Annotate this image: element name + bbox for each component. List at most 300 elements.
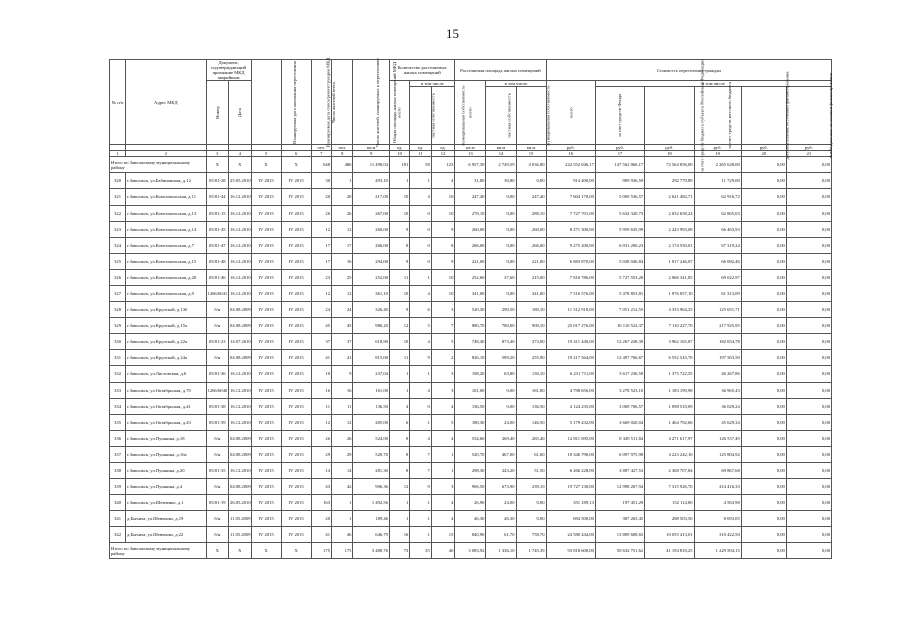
total-cell: X (229, 543, 252, 559)
unit-cell: ед. (389, 145, 409, 151)
table-cell: 0,00 (786, 414, 831, 430)
table-cell: 182 054,78 (694, 334, 741, 350)
table-cell: 41 (311, 350, 331, 366)
total-cell: 4 036,80 (516, 157, 546, 173)
table-cell: 3 278 523,10 (595, 382, 644, 398)
table-cell: 341,00 (516, 285, 546, 301)
table-cell: 11.05.2009 (229, 527, 252, 543)
total-cell: X (281, 157, 311, 173)
table-cell: 11 729,00 (694, 173, 741, 189)
table-cell: 237,04 (353, 366, 389, 382)
table-cell: 0 (410, 221, 431, 237)
table-cell: 0,00 (786, 398, 831, 414)
total-label: Итого по Заволжскому муниципальному району (110, 543, 207, 559)
table-cell: IV 2015 (281, 269, 311, 285)
header-rooms-municipal: муниципальная собственность (431, 87, 455, 145)
table-cell: 14 (311, 463, 331, 479)
table-cell: 16.12.2010 (229, 463, 252, 479)
table-cell: 126 557,49 (694, 430, 741, 446)
table-cell: 4 (410, 430, 431, 446)
table-cell: 7 (410, 463, 431, 479)
column-number-cell: 8 (332, 151, 353, 157)
header-row-1 (110, 60, 832, 81)
table-cell: IV 2015 (281, 285, 311, 301)
table-row (110, 527, 832, 543)
table-cell: 8 (389, 446, 409, 462)
table-cell: 16 110 522,37 (595, 318, 644, 334)
total-cell: X (206, 157, 229, 173)
table-cell: 873,40 (486, 334, 516, 350)
table-cell: 0,00 (741, 253, 786, 269)
table-cell: 20 (311, 511, 331, 527)
table-cell: 30,80 (486, 173, 516, 189)
table-cell: 4 798 656,00 (546, 382, 595, 398)
table-cell: 43 (311, 479, 331, 495)
table-cell: 6 883 870,00 (546, 253, 595, 269)
table-cell: 136,50 (516, 398, 546, 414)
table-cell: 25 017 276,00 (546, 318, 595, 334)
header-residents-resettled: Число жителей, планируемых к переселению (332, 60, 353, 145)
table-cell: 51,50 (516, 463, 546, 479)
table-cell: 339 (110, 479, 126, 495)
column-number-cell: 7 (311, 151, 331, 157)
table-cell: IV 2015 (281, 479, 311, 495)
table-cell: 986,20 (353, 318, 389, 334)
table-cell: 266,00 (516, 237, 546, 253)
table-cell: б/н (206, 302, 229, 318)
total-cell: 175 (311, 543, 331, 559)
table-cell: 320 (110, 173, 126, 189)
table-cell: 0,00 (786, 366, 831, 382)
table-cell: 4 (410, 334, 431, 350)
table-row (110, 430, 832, 446)
table-cell: 0,00 (741, 173, 786, 189)
table-cell: 1 (410, 173, 431, 189)
table-cell: 534,60 (455, 430, 486, 446)
table-cell: 0,00 (786, 430, 831, 446)
table-cell: 255,90 (516, 350, 546, 366)
table-cell: 826,10 (455, 350, 486, 366)
table-cell: 3 617 236,50 (595, 366, 644, 382)
table-row (110, 285, 832, 301)
table-cell: IV 2015 (281, 527, 311, 543)
table-cell: 906,36 (353, 479, 389, 495)
table-cell: 0,00 (786, 527, 831, 543)
total-cell: X (281, 543, 311, 559)
table-cell: 26 (332, 205, 353, 221)
table-cell: 322 (110, 205, 126, 221)
table-cell: 0,00 (786, 302, 831, 318)
table-cell: 69 022,97 (694, 269, 741, 285)
table-cell: 0 (410, 398, 431, 414)
table-cell: 324 (110, 237, 126, 253)
table-cell: 125 804,92 (694, 446, 741, 462)
table-cell: 524,00 (353, 430, 389, 446)
table-cell: 10 (431, 269, 455, 285)
table-row (110, 205, 832, 221)
column-number-cell: 19 (694, 151, 741, 157)
table-cell: 1266/6040 (206, 382, 229, 398)
table-cell: 161,00 (455, 382, 486, 398)
table-cell: 329 (110, 318, 126, 334)
total-cell: 0,00 (741, 543, 786, 559)
table-cell: 12 (332, 221, 353, 237)
unit-cell: кв.м (486, 145, 516, 151)
header-cost-local: за счет средств местного бюджета (694, 87, 741, 145)
table-cell: IV 2015 (251, 205, 281, 221)
table-cell: 252,60 (455, 269, 486, 285)
total-cell: 147 562 066,17 (595, 157, 644, 173)
table-cell: 3 669 020,04 (595, 414, 644, 430)
table-cell: 520,70 (455, 446, 486, 462)
table-cell: 24 (332, 302, 353, 318)
table-cell: 66 463,93 (694, 221, 741, 237)
table-cell: 61,60 (516, 446, 546, 462)
table-cell: 31,80 (455, 173, 486, 189)
table-cell: 906,50 (455, 479, 486, 495)
table-cell: 4 (431, 398, 455, 414)
table-cell: 23 (311, 269, 331, 285)
header-residents-total: Число жителей всего (311, 60, 331, 145)
table-cell: 0 (410, 237, 431, 253)
column-number-cell: 16 (546, 151, 595, 157)
total-cell: 2 265 628,00 (694, 157, 741, 173)
header-document: Документ, подтверждающий признание МКД аварийным (206, 60, 251, 81)
total-cell: 0,00 (786, 543, 831, 559)
table-cell: 0,00 (741, 495, 786, 511)
table-cell: 8 349 511,84 (595, 430, 644, 446)
table-cell: 1 (410, 511, 431, 527)
table-cell: IV 2015 (281, 398, 311, 414)
table-cell: 4 (389, 398, 409, 414)
table-cell: 467,00 (486, 446, 516, 462)
table-cell: 0,00 (486, 221, 516, 237)
table-cell: д.Бычиха, ул.Шевченко, д.19 (126, 511, 206, 527)
table-cell: 25.05.2010 (229, 173, 252, 189)
total-cell: 46 (431, 543, 455, 559)
total-cell: 0,00 (786, 157, 831, 173)
table-cell: 10 (431, 205, 455, 221)
table-cell: 900,10 (516, 318, 546, 334)
table-cell: IV 2015 (251, 446, 281, 462)
table-row (110, 446, 832, 462)
table-cell: 16.12.2010 (229, 382, 252, 398)
header-cost-incl: в том числе (595, 81, 831, 87)
table-cell: 16.12.2010 (229, 221, 252, 237)
column-number-cell: 10 (389, 151, 409, 157)
total-cell: 648 (311, 157, 331, 173)
table-cell: 0,00 (786, 318, 831, 334)
table-cell: 328 (110, 302, 126, 318)
table-cell: 8 (389, 463, 409, 479)
table-cell: г.Заволжск, ул.Комсомольская, д.11 (126, 189, 206, 205)
total-cell: X (229, 157, 252, 173)
total-row-top (110, 157, 832, 173)
table-cell: 298,30 (455, 463, 486, 479)
table-cell: 125 651,71 (694, 302, 741, 318)
table-cell: 1 (410, 269, 431, 285)
table-cell: 45 629,34 (694, 414, 741, 430)
table-cell: г.Заволжск, ул.Комсомольская, д.20 (126, 269, 206, 285)
table-cell: 361,10 (353, 285, 389, 301)
table-cell: 520,30 (455, 302, 486, 318)
table-cell: 3 887 427,53 (595, 463, 644, 479)
table-cell: 336 (110, 430, 126, 446)
table-cell: 0,00 (741, 221, 786, 237)
table-cell: 16.12.2010 (229, 366, 252, 382)
unit-cell: кв.м (516, 145, 546, 151)
table-cell: 46,30 (486, 511, 516, 527)
table-cell: 46,30 (455, 511, 486, 527)
table-cell: г.Заволжск, ул.Крупской, д.22а (126, 334, 206, 350)
table-cell: 0,00 (741, 382, 786, 398)
table-cell: 12 (389, 318, 409, 334)
table-cell: 4 (410, 382, 431, 398)
table-cell: 266,00 (353, 237, 389, 253)
table-cell: 69 867,68 (694, 463, 741, 479)
table-cell: 3 (431, 366, 455, 382)
table-cell: 0,00 (486, 205, 516, 221)
table-row (110, 350, 832, 366)
table-cell: 36 029,24 (694, 398, 741, 414)
column-number-cell: 6 (281, 151, 311, 157)
column-number-cell: 14 (486, 151, 516, 157)
table-cell: 26,90 (455, 495, 486, 511)
table-cell: 0,00 (786, 285, 831, 301)
table-cell: 217 925,95 (694, 318, 741, 334)
table-cell: 152 114,80 (645, 495, 694, 511)
table-cell: г.Заволжск, ул.Листовская, д.6 (126, 366, 206, 382)
header-doc-date: Дата (229, 81, 252, 145)
column-number-cell: 15 (516, 151, 546, 157)
column-number-cell: 5 (251, 151, 281, 157)
header-cost-extra: дополнительные источники финансирования (741, 87, 786, 145)
column-number-cell: 4 (229, 151, 252, 157)
table-cell: 265,40 (516, 430, 546, 446)
table-cell: 8 (431, 237, 455, 253)
table-cell: 247,40 (455, 189, 486, 205)
header-rooms-private: частная собственность (410, 87, 431, 145)
table-row (110, 414, 832, 430)
table-cell: г.Заволжск, ул.Бабиновская, д.12 (126, 173, 206, 189)
table-cell: IV 2015 (251, 173, 281, 189)
table-cell: 340 (110, 495, 126, 511)
table-cell: 221,00 (516, 253, 546, 269)
table-cell: 0,00 (741, 463, 786, 479)
table-cell: 17 (311, 237, 331, 253)
table-cell: 6 231 711,00 (546, 366, 595, 382)
table-cell: IV 2015 (281, 173, 311, 189)
table-cell: 269,40 (486, 430, 516, 446)
table-cell: IV 2015 (251, 430, 281, 446)
table-cell: г.Заволжск, ул.Октябрьская, д.70 (126, 382, 206, 398)
table-cell: 20 (332, 189, 353, 205)
table-cell: 758,70 (516, 527, 546, 543)
table-cell: 292 779,89 (645, 173, 694, 189)
table-cell: 1 (431, 463, 455, 479)
table-cell: 14 (332, 463, 353, 479)
table-cell: 0,00 (786, 173, 831, 189)
table-cell: IV 2015 (251, 479, 281, 495)
unit-cell: кв.м (455, 145, 486, 151)
table-cell: 1 (389, 366, 409, 382)
table-cell: 0,00 (741, 446, 786, 462)
table-cell: 0,00 (786, 253, 831, 269)
table-cell: 24 580 444,00 (546, 527, 595, 543)
table-cell: 1 (332, 495, 353, 511)
table-cell: 6 097 975,98 (595, 446, 644, 462)
table-cell: 17 (332, 237, 353, 253)
table-cell: 05/01-45 (206, 221, 229, 237)
table-cell: 3 069 706,57 (595, 398, 644, 414)
table-cell: 16.12.2010 (229, 398, 252, 414)
table-cell: 1266/6041 (206, 285, 229, 301)
table-cell: г.Заволжск, ул.Комсомольская, д.13 (126, 205, 206, 221)
unit-cell: руб. (694, 145, 741, 151)
table-cell: 197 563,50 (694, 350, 741, 366)
table-cell: 260,00 (353, 221, 389, 237)
table-cell: IV 2015 (281, 463, 311, 479)
table-cell: г.Заволжск, ул.Комсомольская, д.15 (126, 253, 206, 269)
table-cell: 45 (311, 318, 331, 334)
table-cell: 2 066 341,85 (645, 269, 694, 285)
table-cell: 41 (311, 527, 331, 543)
table-cell: 0 (410, 253, 431, 269)
table-cell: 10 055 413,01 (645, 527, 694, 543)
unit-cell: руб. (786, 145, 831, 151)
table-cell: 6 266 228,00 (546, 463, 595, 479)
table-cell: IV 2015 (251, 382, 281, 398)
table-cell: 17 (311, 253, 331, 269)
table-cell: 180,10 (516, 302, 546, 318)
table-row (110, 479, 832, 495)
table-cell: 7 (410, 446, 431, 462)
table-cell: 1 464 792,66 (645, 414, 694, 430)
table-cell: 267,00 (353, 205, 389, 221)
total-row-bottom (110, 543, 832, 559)
table-cell: г.Заволжск, ул.Октябрьская, д.41 (126, 398, 206, 414)
table-cell: IV 2015 (281, 414, 311, 430)
unit-cell: чел. (332, 145, 353, 151)
table-cell: 11 (332, 398, 353, 414)
table-cell: 67 319,24 (694, 237, 741, 253)
table-cell: 5 632 320,73 (595, 205, 644, 221)
column-number-cell: 17 (595, 151, 644, 157)
header-resettle-date: Планируемая дата окончания переселения (251, 60, 281, 145)
table-cell: 37,60 (486, 269, 516, 285)
total-cell: 93 818 600,00 (546, 543, 595, 559)
table-cell: 0,00 (741, 318, 786, 334)
table-cell: 6 031 200,23 (595, 237, 644, 253)
table-cell: 0,00 (486, 189, 516, 205)
total-cell: 72 564 856,00 (645, 157, 694, 173)
table-cell: 326,40 (353, 302, 389, 318)
table-cell: б/н (206, 430, 229, 446)
table-cell: 9 (410, 479, 431, 495)
table-cell: 694 500,00 (546, 511, 595, 527)
table-cell: 1 (410, 527, 431, 543)
table-cell: 10 (311, 366, 331, 382)
table-cell: 24,00 (486, 414, 516, 430)
table-cell: IV 2015 (281, 511, 311, 527)
table-cell: 4 (410, 285, 431, 301)
table-cell: 161,00 (353, 382, 389, 398)
table-cell: IV 2015 (281, 366, 311, 382)
header-cost: Стоимость переселения граждан (546, 60, 831, 81)
table-cell: 0,00 (741, 350, 786, 366)
table-cell: 130,10 (516, 366, 546, 382)
table-cell: 16.12.2010 (229, 414, 252, 430)
table-cell: 62 916,72 (694, 189, 741, 205)
table-cell: 36 965,43 (694, 382, 741, 398)
table-cell: 9 (410, 350, 431, 366)
table-cell: IV 2015 (281, 205, 311, 221)
table-cell: 0,00 (786, 382, 831, 398)
table-row (110, 253, 832, 269)
table-cell: г.Заволжск, ул.Комсомольская, д.9 (126, 285, 206, 301)
table-cell: 3 (431, 382, 455, 398)
table-cell: IV 2015 (251, 398, 281, 414)
table-cell: 163 (311, 495, 331, 511)
table-cell: 41 (332, 350, 353, 366)
table-cell: 12 (332, 285, 353, 301)
table-cell: 288 503,50 (645, 511, 694, 527)
table-cell: 5 028 046,84 (595, 253, 644, 269)
total-cell: X (251, 157, 281, 173)
table-cell: 0,00 (741, 205, 786, 221)
table-cell: 6 552 543,76 (645, 350, 694, 366)
table-cell: 215,00 (516, 269, 546, 285)
table-cell: 310 422,50 (694, 527, 741, 543)
table-cell: 7 816 786,00 (546, 269, 595, 285)
table-cell: 0,00 (741, 430, 786, 446)
table-cell: 7 051 212,55 (595, 302, 644, 318)
table-cell: 1 (389, 511, 409, 527)
table-cell: 0,00 (786, 237, 831, 253)
table-row (110, 302, 832, 318)
table-cell: IV 2015 (251, 269, 281, 285)
table-cell: 63,80 (486, 366, 516, 382)
table-cell: 136,50 (353, 398, 389, 414)
unit-cell: ед. (410, 145, 431, 151)
column-number-cell: 1 (110, 151, 126, 157)
table-cell: IV 2015 (251, 334, 281, 350)
table-cell: 3 (431, 479, 455, 495)
total-cell: 50 632 751,62 (595, 543, 644, 559)
table-cell: б/н (206, 318, 229, 334)
header-area-private: частная собственность (486, 87, 516, 145)
table-cell: 42 (332, 479, 353, 495)
table-cell: IV 2015 (251, 527, 281, 543)
table-cell: 20 (311, 189, 331, 205)
table-cell: 12 (311, 285, 331, 301)
table-cell: 05/01-28 (206, 173, 229, 189)
table-cell: IV 2015 (281, 350, 311, 366)
total-cell: 1 336,10 (486, 543, 516, 559)
table-cell: 61 313,09 (694, 285, 741, 301)
total-cell: 123 (431, 157, 455, 173)
total-cell: 1 229 504,15 (694, 543, 741, 559)
table-cell: 4 (431, 495, 455, 511)
table-cell: 7 110 227,70 (645, 318, 694, 334)
table-cell: 16.12.2010 (229, 189, 252, 205)
table-cell: 04.08.2009 (229, 479, 252, 495)
table-cell: 04.08.2009 (229, 446, 252, 462)
table-cell: 288,10 (516, 205, 546, 221)
header-area: Расселяемая площадь жилых помещений (455, 60, 546, 81)
table-cell: 26 (311, 205, 331, 221)
table-cell: 0,00 (741, 366, 786, 382)
